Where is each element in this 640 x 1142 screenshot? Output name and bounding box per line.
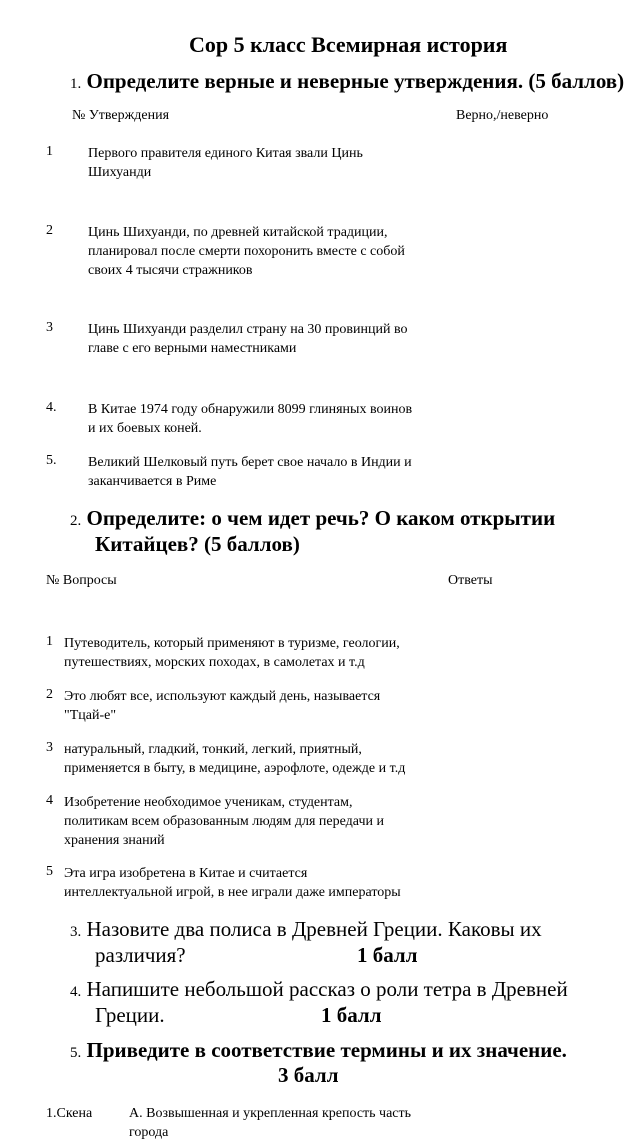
q3-line2: различия? <box>95 943 186 967</box>
q5-row-1-def <box>129 1104 469 1142</box>
q2-row-4-line3: хранения знаний <box>64 833 165 848</box>
q2-heading-line2: Китайцев? (5 баллов) <box>95 532 300 556</box>
q2-row-2-line2: "Тцай-е" <box>64 708 117 723</box>
q2-row-2-num: 2 <box>46 687 53 702</box>
q2-row-3-num: 3 <box>46 740 53 755</box>
q3-number: 3. <box>70 924 82 940</box>
q1-row-4-line1: В Китае 1974 году обнаружили 8099 глиняных воинов <box>88 402 413 417</box>
q2-row-5-text <box>64 864 464 902</box>
q4-number: 4. <box>70 984 82 1000</box>
document-title: Сор 5 класс Всемирная история <box>189 32 508 57</box>
q1-row-5-num: 5. <box>46 453 57 468</box>
q5-row-1-def-line2: города <box>129 1125 169 1140</box>
q5-points: 3 балл <box>278 1063 339 1087</box>
q1-row-1-num: 1 <box>46 144 53 159</box>
q2-row-4-line1: Изобретение необходимое ученикам, студентам, <box>64 795 353 810</box>
q1-col-statements: № Утверждения <box>72 108 170 123</box>
q2-row-5-line2: интеллектуальной игрой, в нее играли даже императоры <box>64 885 401 900</box>
q2-row-2-text <box>64 687 464 725</box>
q3-line1: Назовите два полиса в Древней Греции. Каковы их <box>86 917 542 941</box>
q1-row-1-line1: Первого правителя единого Китая звали Цинь <box>88 146 363 161</box>
q1-row-5-text <box>88 453 468 491</box>
q1-row-5-line1: Великий Шелковый путь берет свое начало в Индии и <box>88 455 412 470</box>
q1-row-4-num: 4. <box>46 400 57 415</box>
q1-row-5-line2: заканчивается в Риме <box>88 474 217 489</box>
q2-row-5-line1: Эта игра изобретена в Китае и считается <box>64 866 308 881</box>
q5-number: 5. <box>70 1045 82 1061</box>
q2-row-4-num: 4 <box>46 793 53 808</box>
q2-number: 2. <box>70 513 82 529</box>
q1-row-2-line3: своих 4 тысячи стражников <box>88 263 253 278</box>
q1-row-3-line1: Цинь Шихуанди разделил страну на 30 провинций во <box>88 322 408 337</box>
q4-block <box>70 976 568 1005</box>
q1-heading: Определите верные и неверные утверждения. (5 баллов) <box>86 69 625 93</box>
q1-number: 1. <box>70 76 82 92</box>
q2-row-4-text <box>64 793 464 850</box>
q2-row-3-line2: применяется в быту, в медицине, аэрофлоте, одежде и т.д <box>64 761 406 776</box>
q2-row-5-num: 5 <box>46 864 53 879</box>
q1-row-3-line2: главе с его верными наместниками <box>88 341 297 356</box>
q2-heading-block <box>70 505 555 534</box>
q1-row-1-text <box>88 144 468 182</box>
q3-block <box>70 916 542 945</box>
q2-row-2-line1: Это любят все, используют каждый день, называется <box>64 689 381 704</box>
q5-row-1-term: 1.Скена <box>46 1106 93 1121</box>
q4-line1: Напишите небольшой рассказ о роли тетра в Древней <box>86 977 568 1001</box>
q2-row-1-line2: путешествиях, морских походах, в самолетах и т.д <box>64 655 365 670</box>
q1-row-3-text <box>88 320 468 358</box>
q4-line2: Греции. <box>95 1003 165 1027</box>
q2-col-answers: Ответы <box>448 573 493 588</box>
q2-row-1-line1: Путеводитель, который применяют в туризме, геологии, <box>64 636 400 651</box>
q1-row-2-text <box>88 223 468 280</box>
q1-row-1-line2: Шихуанди <box>88 165 152 180</box>
q1-row-3-num: 3 <box>46 320 53 335</box>
q1-row-4-text <box>88 400 468 438</box>
q2-heading-line1: Определите: о чем идет речь? О каком открытии <box>86 506 556 530</box>
q2-col-questions: № Вопросы <box>46 573 117 588</box>
q2-row-1-text <box>64 634 464 672</box>
q2-row-3-line1: натуральный, гладкий, тонкий, легкий, приятный, <box>64 742 362 757</box>
q1-row-2-num: 2 <box>46 223 53 238</box>
q1-row-4-line2: и их боевых коней. <box>88 421 202 436</box>
q2-row-1-num: 1 <box>46 634 53 649</box>
q1-heading-block <box>70 68 624 97</box>
q1-row-2-line2: планировал после смерти похоронить вместе с собой <box>88 244 405 259</box>
q5-row-1-def-line1: А. Возвышенная и укрепленная крепость часть <box>129 1106 412 1121</box>
q3-points: 1 балл <box>357 943 418 967</box>
q1-row-2-line1: Цинь Шихуанди, по древней китайской традиции, <box>88 225 388 240</box>
q5-line1: Приведите в соответствие термины и их значение. <box>86 1038 567 1062</box>
q4-points: 1 балл <box>321 1003 382 1027</box>
q1-col-answer: Верно,/неверно <box>456 108 549 123</box>
q2-row-4-line2: политикам всем образованным людям для передачи и <box>64 814 384 829</box>
q2-row-3-text <box>64 740 464 778</box>
